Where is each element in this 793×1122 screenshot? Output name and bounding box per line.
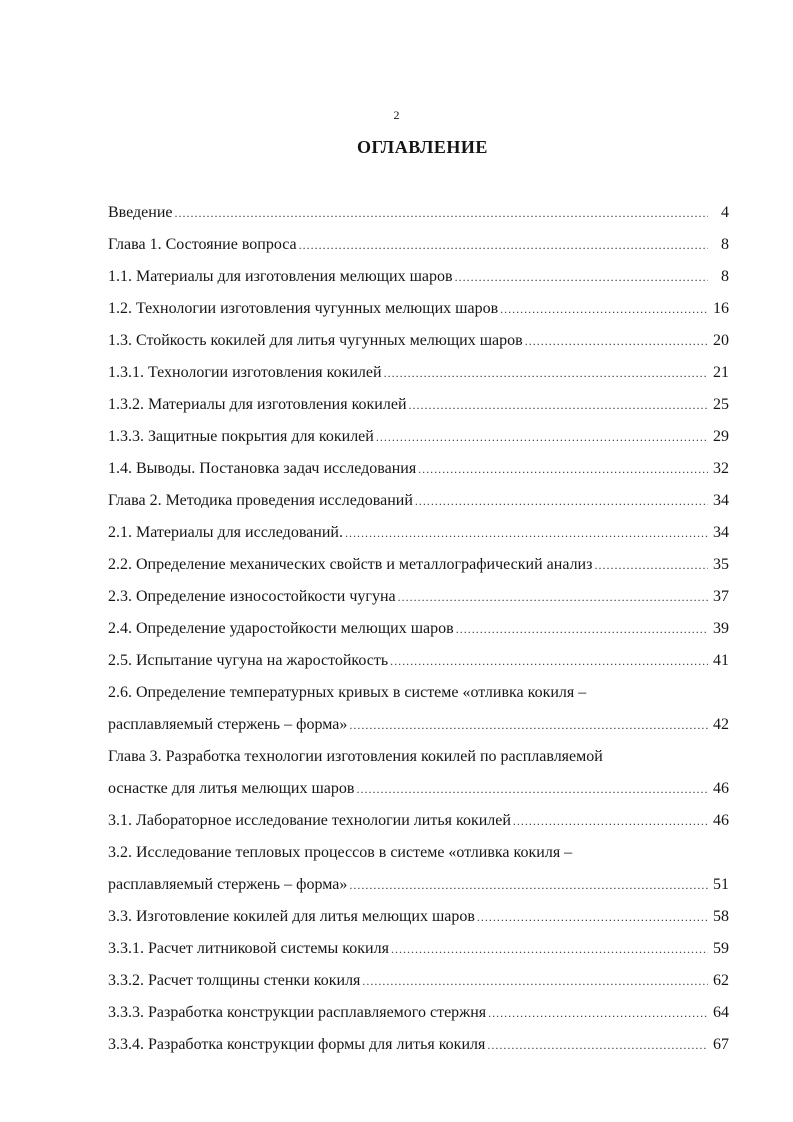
toc-entry — [108, 261, 729, 293]
toc-entry-text: Введение — [108, 204, 173, 221]
toc-dot-leader — [500, 293, 708, 325]
toc-entry — [108, 581, 729, 613]
toc-dot-leader — [299, 229, 708, 261]
toc-dot-leader — [384, 357, 708, 389]
toc-entry-page: 35 — [713, 556, 729, 573]
toc-dot-leader — [525, 325, 708, 357]
toc-dot-leader — [391, 933, 708, 965]
table-of-contents — [108, 197, 729, 1061]
toc-entry — [108, 709, 729, 741]
toc-entry-page: 62 — [713, 972, 729, 989]
toc-entry — [108, 933, 729, 965]
toc-dot-leader — [349, 869, 708, 901]
toc-entry — [108, 293, 729, 325]
toc-entry-text: расплавляемый стержень – форма» — [108, 876, 348, 893]
toc-entry-page: 59 — [713, 940, 729, 957]
toc-entry-text: Глава 1. Состояние вопроса — [108, 236, 297, 253]
toc-entry-page: 67 — [713, 1036, 729, 1053]
toc-entry — [108, 517, 729, 549]
toc-entry-text: 1.3. Стойкость кокилей для литья чугунных мелющих шаров — [108, 332, 523, 349]
toc-entry-text: 3.3.3. Разработка конструкции расплавляемого стержня — [108, 1004, 487, 1021]
toc-entry-page: 16 — [713, 300, 729, 317]
toc-entry-page: 64 — [713, 1004, 729, 1021]
toc-entry-page: 42 — [713, 716, 729, 733]
toc-entry — [108, 965, 729, 997]
toc-entry — [108, 389, 729, 421]
toc-entry-text: оснастке для литья мелющих шаров — [108, 780, 355, 797]
toc-dot-leader — [456, 613, 708, 645]
toc-entry — [108, 805, 729, 837]
toc-dot-leader — [594, 549, 708, 581]
toc-entry-text: Глава 3. Разработка технологии изготовления кокилей по расплавляемой — [108, 748, 603, 765]
toc-entry-text: 1.1. Материалы для изготовления мелющих шаров — [108, 268, 453, 285]
toc-entry-page: 46 — [713, 780, 729, 797]
toc-entry-text: Глава 2. Методика проведения исследований — [108, 492, 413, 509]
toc-entry — [108, 869, 729, 901]
toc-entry-text: 3.3. Изготовление кокилей для литья мелющих шаров — [108, 908, 475, 925]
toc-entry — [108, 741, 729, 773]
toc-dot-leader — [376, 421, 708, 453]
toc-dot-leader — [345, 517, 708, 549]
toc-entry-text: 3.1. Лабораторное исследование технологии литья кокилей — [108, 812, 511, 829]
toc-entry — [108, 485, 729, 517]
toc-entry — [108, 901, 729, 933]
toc-entry — [108, 613, 729, 645]
toc-dot-leader — [477, 901, 708, 933]
toc-entry-page: 29 — [713, 428, 729, 445]
page-number: 2 — [393, 108, 400, 122]
toc-dot-leader — [356, 773, 708, 805]
toc-entry — [108, 997, 729, 1029]
toc-dot-leader — [390, 645, 708, 677]
toc-entry — [108, 325, 729, 357]
toc-entry — [108, 421, 729, 453]
toc-entry — [108, 549, 729, 581]
toc-entry — [108, 837, 729, 869]
toc-entry-text: 2.2. Определение механических свойств и металлографический анализ — [108, 556, 593, 573]
toc-entry-page: 32 — [713, 460, 729, 477]
page-title: ОГЛАВЛЕНИЕ — [357, 137, 488, 157]
toc-entry — [108, 453, 729, 485]
toc-entry-page: 39 — [713, 620, 729, 637]
toc-dot-leader — [409, 389, 708, 421]
toc-entry — [108, 197, 729, 229]
toc-entry-page: 58 — [713, 908, 729, 925]
toc-entry-page: 34 — [713, 524, 729, 541]
toc-entry-text: 2.4. Определение ударостойкости мелющих шаров — [108, 620, 454, 637]
toc-entry-text: расплавляемый стержень – форма» — [108, 716, 348, 733]
toc-dot-leader — [398, 581, 708, 613]
toc-entry-text: 2.6. Определение температурных кривых в системе «отливка кокиля – — [108, 684, 587, 701]
toc-entry-text: 1.3.3. Защитные покрытия для кокилей — [108, 428, 374, 445]
toc-entry-page: 51 — [713, 876, 729, 893]
toc-entry-text: 1.3.2. Материалы для изготовления кокилей — [108, 396, 407, 413]
toc-entry — [108, 677, 729, 709]
toc-entry-page: 4 — [721, 204, 729, 221]
toc-entry — [108, 773, 729, 805]
toc-dot-leader — [175, 197, 709, 229]
toc-dot-leader — [362, 965, 708, 997]
toc-entry-text: 2.1. Материалы для исследований. — [108, 524, 343, 541]
toc-entry-text: 3.2. Исследование тепловых процессов в системе «отливка кокиля – — [108, 844, 573, 861]
toc-dot-leader — [488, 997, 708, 1029]
toc-entry-page: 8 — [721, 236, 729, 253]
toc-entry-text: 2.5. Испытание чугуна на жаростойкость — [108, 652, 389, 669]
toc-entry — [108, 1029, 729, 1061]
toc-dot-leader — [455, 261, 708, 293]
toc-entry-page: 20 — [713, 332, 729, 349]
toc-entry-page: 21 — [713, 364, 729, 381]
toc-dot-leader — [415, 485, 708, 517]
toc-entry-text: 2.3. Определение износостойкости чугуна — [108, 588, 396, 605]
toc-entry-page: 41 — [713, 652, 729, 669]
toc-entry — [108, 229, 729, 261]
toc-dot-leader — [349, 709, 708, 741]
toc-entry — [108, 357, 729, 389]
toc-entry-text: 3.3.2. Расчет толщины стенки кокиля — [108, 972, 361, 989]
toc-entry — [108, 645, 729, 677]
toc-dot-leader — [487, 1029, 708, 1061]
toc-entry-page: 46 — [713, 812, 729, 829]
toc-dot-leader — [418, 453, 708, 485]
toc-entry-page: 37 — [713, 588, 729, 605]
toc-entry-text: 1.2. Технологии изготовления чугунных мелющих шаров — [108, 300, 499, 317]
toc-entry-page: 25 — [713, 396, 729, 413]
toc-dot-leader — [513, 805, 708, 837]
toc-entry-text: 3.3.1. Расчет литниковой системы кокиля — [108, 940, 389, 957]
toc-entry-text: 3.3.4. Разработка конструкции формы для литья кокиля — [108, 1036, 486, 1053]
toc-entry-page: 8 — [721, 268, 729, 285]
toc-entry-text: 1.4. Выводы. Постановка задач исследования — [108, 460, 417, 477]
toc-entry-text: 1.3.1. Технологии изготовления кокилей — [108, 364, 382, 381]
toc-entry-page: 34 — [713, 492, 729, 509]
